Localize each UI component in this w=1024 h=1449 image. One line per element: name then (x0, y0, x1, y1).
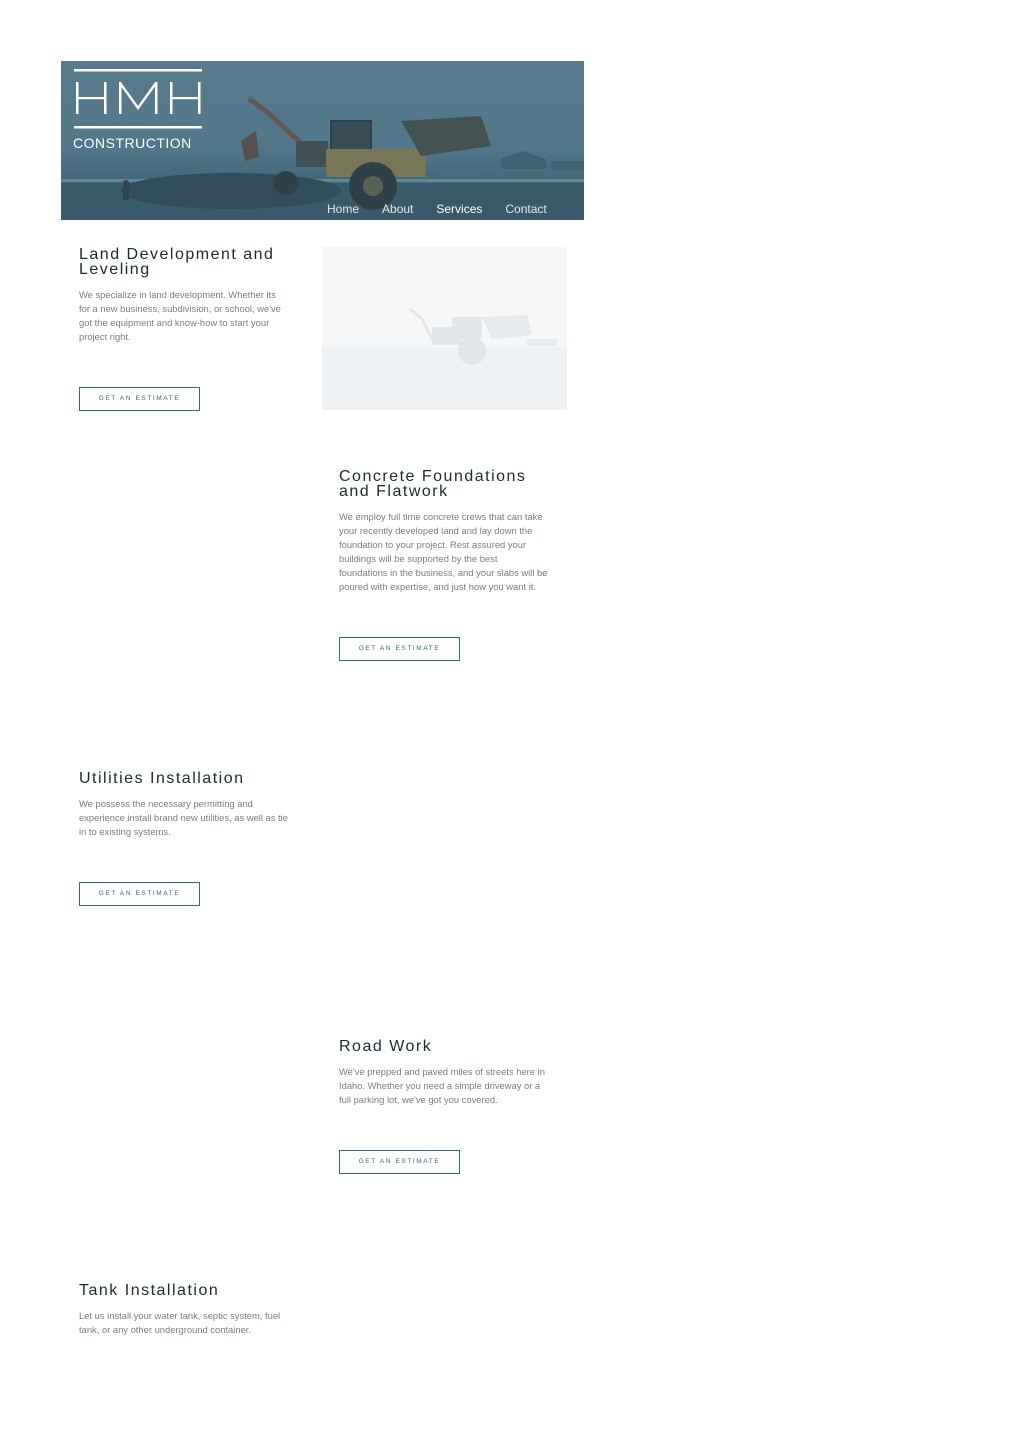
service-title: Concrete Foundations and Flatwork (339, 468, 527, 500)
service-description: We employ full time concrete crews that can take your recently developed land and lay down the foundation to your project. Rest assured your buildings will be supported by the best foundations in the business, and your slabs will be poured with expertise, and just how you want it. (339, 511, 548, 592)
nav-contact[interactable]: Contact (505, 202, 547, 216)
service-title: Tank Installation (79, 1282, 220, 1299)
service-description: We've prepped and paved miles of streets here in Idaho. Whether you need a simple driveway or a full parking lot, we've got you covered. (339, 1066, 545, 1105)
nav-services[interactable]: Services (436, 202, 483, 216)
nav-about[interactable]: About (382, 202, 414, 216)
service-title: Road Work (339, 1038, 433, 1055)
get-estimate-button[interactable]: GET AN ESTIMATE (79, 387, 200, 411)
nav-home[interactable]: Home (327, 202, 360, 216)
logo-subtitle: CONSTRUCTION (73, 135, 192, 151)
service-road-work (339, 1039, 569, 1107)
service-tank-installation (79, 1283, 309, 1337)
service-description: We specialize in land development. Whether its for a new business, subdivision, or school, we've got the equipment and know-how to start your project right. (79, 289, 281, 342)
service-title: Land Development and Leveling (79, 246, 275, 278)
service-utilities (79, 771, 309, 839)
header-hero (61, 61, 584, 220)
service-description: Let us install your water tank, septic system, fuel tank, or any other underground container. (79, 1310, 281, 1335)
service-concrete (339, 469, 569, 594)
get-estimate-button[interactable]: GET AN ESTIMATE (79, 882, 200, 906)
get-estimate-button[interactable]: GET AN ESTIMATE (339, 1150, 460, 1174)
main-nav (327, 202, 570, 216)
service-description: We possess the necessary permitting and experience install brand new utilities, as well as tie in to existing systems. (79, 798, 288, 837)
land-development-photo (322, 247, 567, 410)
faded-equipment-image (322, 247, 567, 410)
service-land-development (79, 247, 309, 344)
service-title: Utilities Installation (79, 770, 245, 787)
get-estimate-button[interactable]: GET AN ESTIMATE (339, 637, 460, 661)
hmh-logo[interactable] (74, 68, 204, 130)
